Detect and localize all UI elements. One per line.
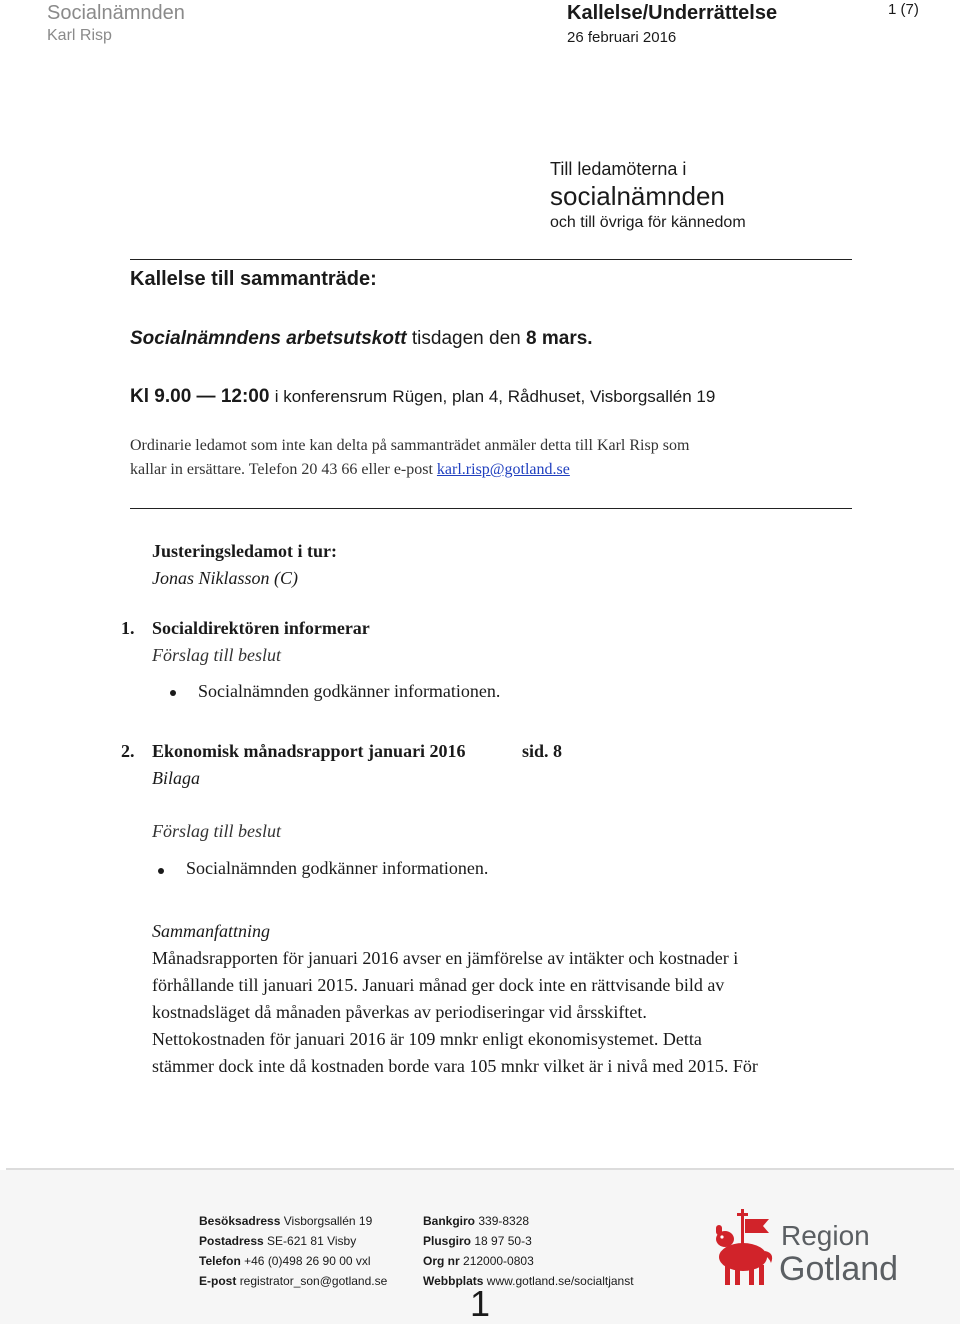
item-2-page-ref bbox=[522, 741, 562, 762]
footer-web: Webbplats www.gotland.se/socialtjanst bbox=[423, 1274, 634, 1288]
justering-name: Jonas Niklasson (C) bbox=[152, 568, 298, 588]
footer-org-nr: Org nr 212000-0803 bbox=[423, 1254, 534, 1268]
header-page-indicator: 1 (7) bbox=[888, 1, 919, 18]
location-room: Rügen, plan 4, Rådhuset, Visborgsallén 19 bbox=[392, 387, 716, 406]
location-text: i konferensrum bbox=[274, 387, 388, 406]
item-1-bullet-icon bbox=[170, 690, 176, 696]
meeting-note-line2 bbox=[130, 461, 570, 479]
item-2-proposal-label: Förslag till beslut bbox=[152, 821, 282, 841]
justering-heading: Justeringsledamot i tur: bbox=[152, 541, 337, 561]
summary-line-1: Månadsrapporten för januari 2016 avser en jämförelse av intäkter och kostnader i bbox=[152, 948, 739, 968]
header-org: Socialnämnden bbox=[47, 2, 185, 24]
email-link[interactable]: karl.risp@gotland.se bbox=[436, 461, 570, 478]
header-date: 26 februari 2016 bbox=[567, 29, 677, 46]
footer-email: E-post registrator_son@gotland.se bbox=[199, 1274, 388, 1288]
meeting-date: 8 mars. bbox=[526, 328, 593, 349]
item-1-number: 1. bbox=[121, 618, 135, 638]
footer-post: Postadress SE-621 81 Visby bbox=[199, 1234, 357, 1248]
footer-page-number: 1 bbox=[470, 1283, 491, 1324]
summary-line-5: stämmer dock inte då kostnaden borde vara 105 mnkr vilket är i nivå med 2015. För bbox=[152, 1056, 758, 1076]
summary-line-3: kostnadsläget då månaden påverkas av periodiseringar vid årsskiftet. bbox=[152, 1002, 647, 1022]
item-1-bullet-text: Socialnämnden godkänner informationen. bbox=[198, 681, 501, 701]
meeting-date-line bbox=[130, 328, 593, 350]
addressee-line2: socialnämnden bbox=[550, 181, 725, 211]
item-2-bullet-text: Socialnämnden godkänner informationen. bbox=[186, 858, 489, 878]
header-doc-type: Kallelse/Underrättelse bbox=[567, 2, 778, 24]
item-2-bullet-icon bbox=[158, 868, 164, 874]
divider-top bbox=[130, 259, 852, 260]
item-2-number: 2. bbox=[121, 741, 135, 761]
meeting-time-line bbox=[130, 386, 715, 408]
item-2-title: Ekonomisk månadsrapport januari 2016 bbox=[152, 741, 466, 761]
footer-bankgiro: Bankgiro 339-8328 bbox=[423, 1214, 530, 1228]
item-2-attachment: Bilaga bbox=[152, 768, 200, 788]
gotland-ram-icon bbox=[707, 1207, 777, 1291]
meeting-note-line1: Ordinarie ledamot som inte kan delta på sammanträdet anmäler detta till Karl Risp som bbox=[130, 437, 690, 454]
addressee-line1: Till ledamöterna i bbox=[550, 159, 687, 179]
addressee-line3: och till övriga för kännedom bbox=[550, 214, 746, 231]
divider-middle bbox=[130, 508, 852, 509]
header-author: Karl Risp bbox=[47, 27, 112, 44]
summary-line-2: förhållande till januari 2015. Januari månad ger dock inte en rättvisande bild av bbox=[152, 975, 725, 995]
page-ref: sid. 8 bbox=[522, 741, 563, 761]
summary-label: Sammanfattning bbox=[152, 921, 271, 941]
item-1-proposal-label: Förslag till beslut bbox=[152, 645, 282, 665]
item-1-title: Socialdirektören informerar bbox=[152, 618, 370, 638]
date-text: tisdagen den bbox=[411, 328, 521, 349]
meeting-heading: Kallelse till sammanträde: bbox=[130, 268, 377, 290]
meeting-time: Kl 9.00 — 12:00 bbox=[130, 386, 270, 407]
footer-phone: Telefon +46 (0)498 26 90 00 vxl bbox=[199, 1254, 371, 1268]
region-gotland-logo bbox=[707, 1207, 917, 1291]
committee-name: Socialnämndens arbetsutskott bbox=[130, 328, 407, 349]
note-text: kallar in ersättare. Telefon 20 43 66 eller e-post bbox=[130, 461, 433, 478]
summary-line-4: Nettokostnaden för januari 2016 är 109 mnkr enligt ekonomisystemet. Detta bbox=[152, 1029, 702, 1049]
logo-text-gotland: Gotland bbox=[779, 1250, 899, 1288]
footer-plusgiro: Plusgiro 18 97 50-3 bbox=[423, 1234, 532, 1248]
logo-text-region: Region bbox=[781, 1220, 870, 1251]
footer-visit: Besöksadress Visborgsallén 19 bbox=[199, 1214, 373, 1228]
